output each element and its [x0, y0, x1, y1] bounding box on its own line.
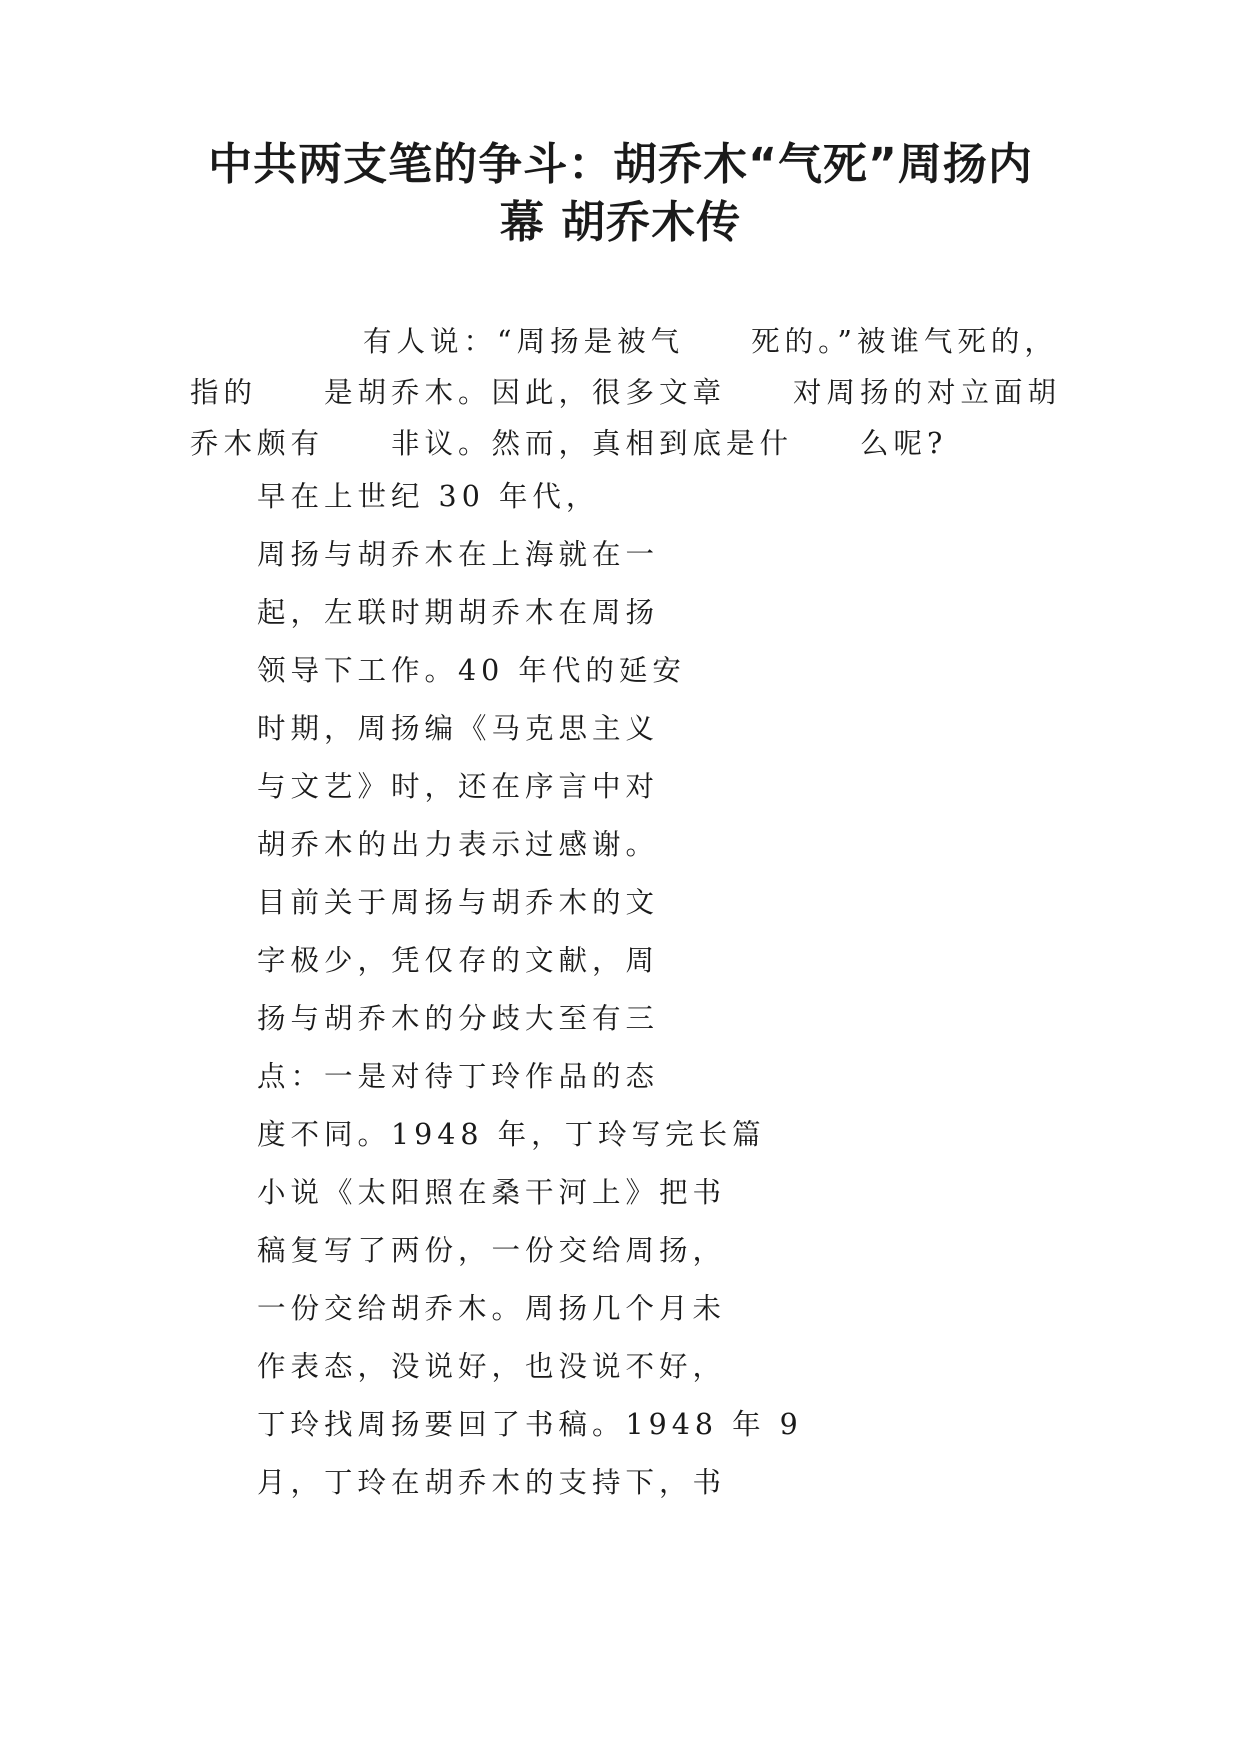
body-line: 目前关于周扬与胡乔木的文: [257, 886, 660, 919]
body-line: 领导下工作。40 年代的延安: [257, 654, 686, 687]
body-line: 稿复写了两份，一份交给周扬，: [257, 1234, 727, 1267]
body-line: 扬与胡乔木的分歧大至有三: [257, 1002, 660, 1035]
intro-line-1: 有人说：“周扬是被气 死的。”被谁气死的，: [363, 325, 1058, 358]
body-line: 丁玲找周扬要回了书稿。1948 年 9: [257, 1408, 803, 1441]
body-line: 月，丁玲在胡乔木的支持下，书: [257, 1466, 727, 1499]
body-line: 周扬与胡乔木在上海就在一: [257, 538, 660, 571]
body-line: 起，左联时期胡乔木在周扬: [257, 596, 660, 629]
body-line: 时期，周扬编《马克思主义: [257, 712, 660, 745]
body-line: 小说《太阳照在桑干河上》把书: [257, 1176, 727, 1209]
title-line-2: 幕 胡乔木传: [499, 197, 742, 248]
body-line: 一份交给胡乔木。周扬几个月未: [257, 1292, 727, 1325]
intro-line-3: 乔木颇有 非议。然而，真相到底是什 么呢?: [190, 427, 948, 460]
body-line: 与文艺》时，还在序言中对: [257, 770, 660, 803]
body-line: 胡乔木的出力表示过感谢。: [257, 828, 660, 861]
body-line: 字极少，凭仅存的文献，周: [257, 944, 660, 977]
body-line: 作表态，没说好，也没说不好，: [257, 1350, 727, 1383]
intro-line-2: 指的 是胡乔木。因此，很多文章 对周扬的对立面胡: [190, 376, 1062, 409]
body-line: 度不同。1948 年，丁玲写完长篇: [257, 1118, 766, 1151]
body-line: 早在上世纪 30 年代，: [257, 480, 600, 513]
body-line: 点：一是对待丁玲作品的态: [257, 1060, 660, 1093]
title-line-1: 中共两支笔的争斗：胡乔木“气死”周扬内: [208, 139, 1033, 190]
